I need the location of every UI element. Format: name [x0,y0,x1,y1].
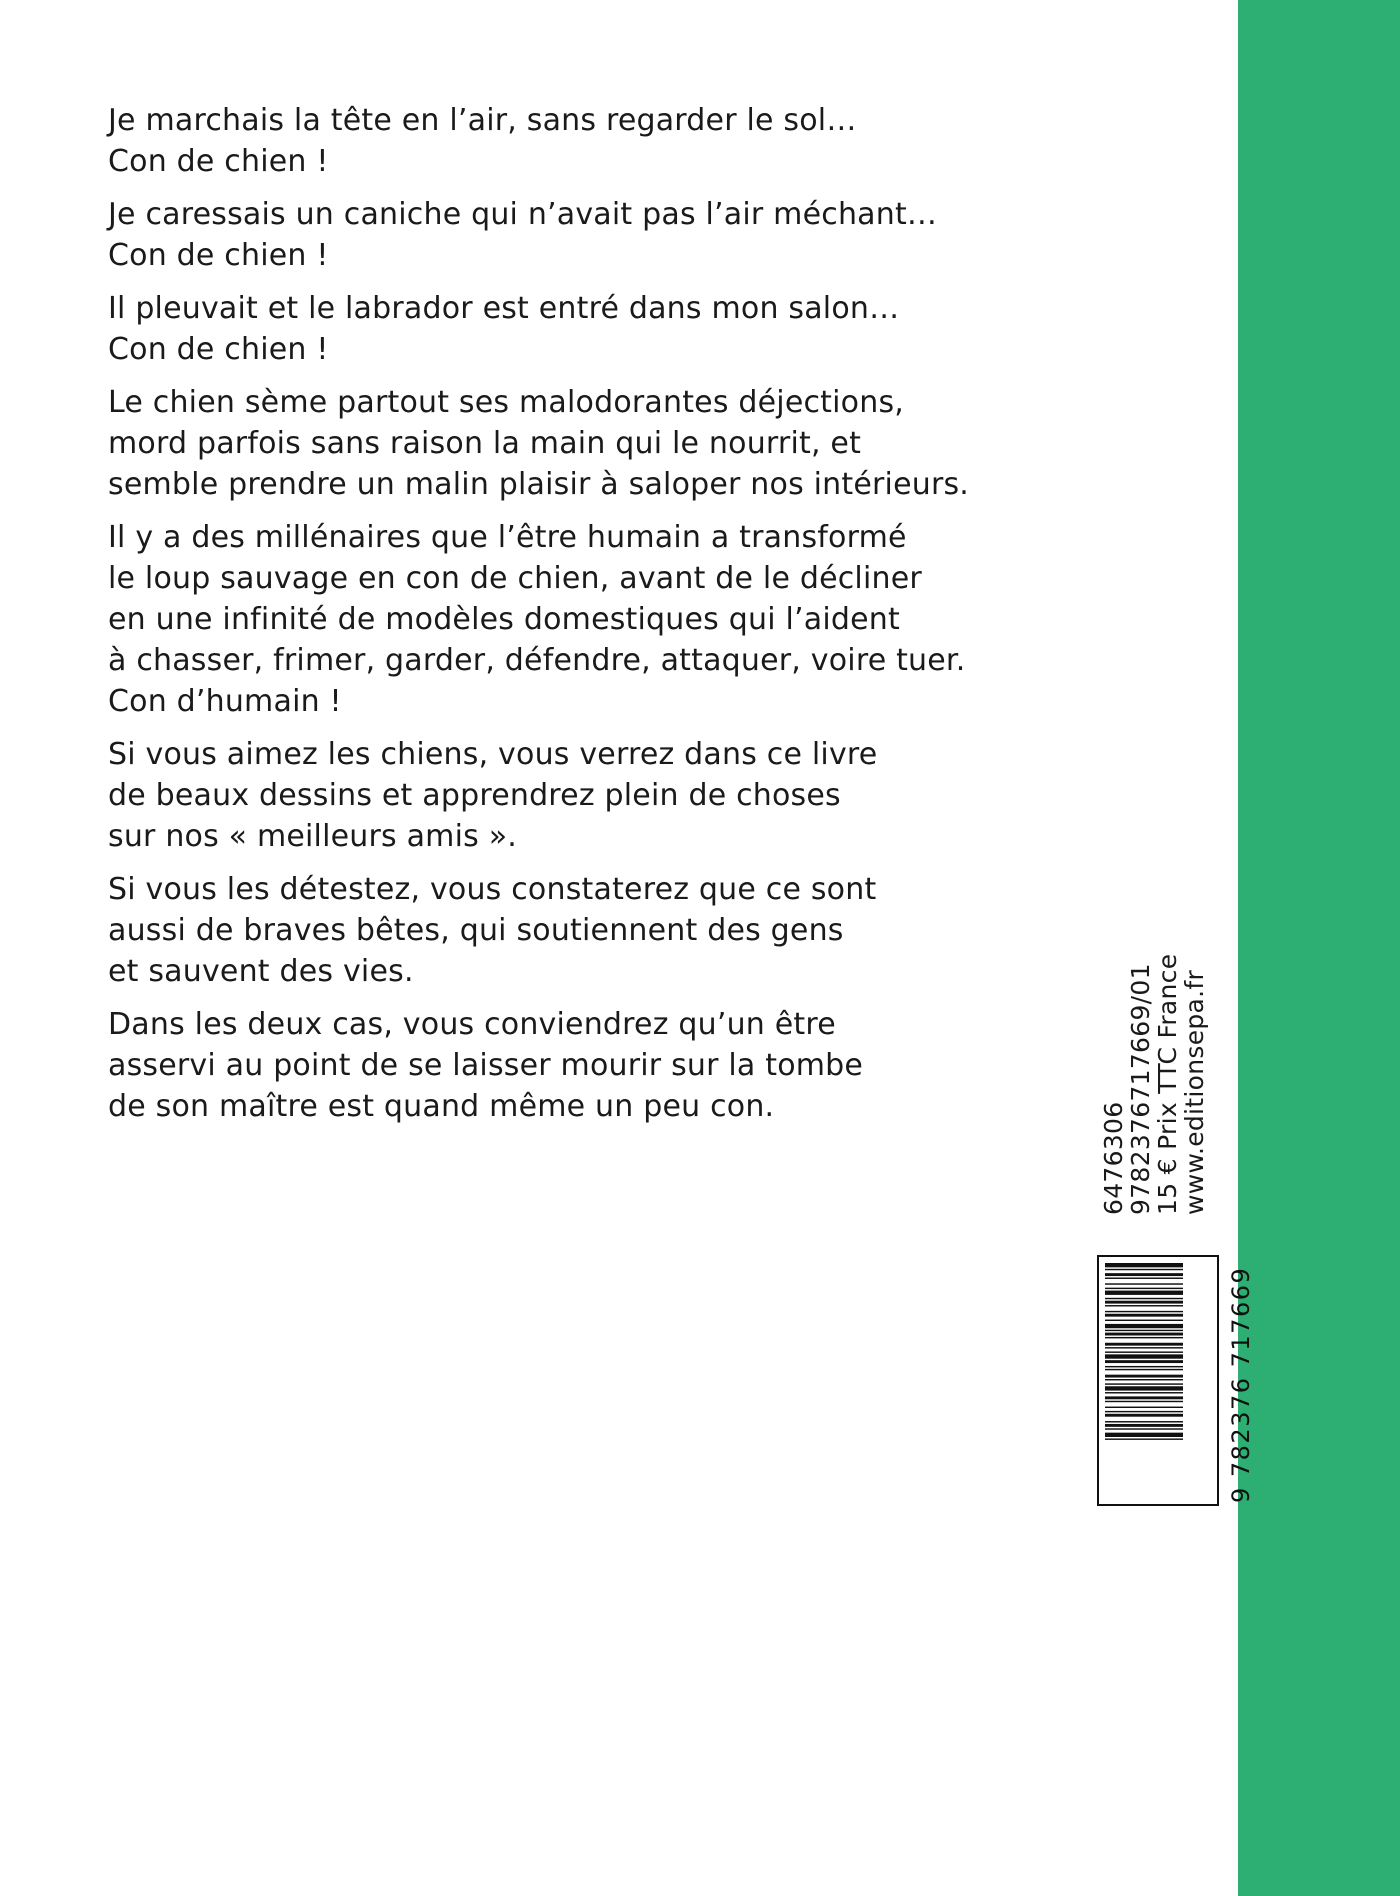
barcode-bar [1105,1333,1183,1336]
barcode-bar [1105,1396,1183,1399]
barcode-bar [1105,1366,1183,1367]
barcode-bar [1105,1278,1183,1279]
barcode-bar [1105,1375,1183,1378]
barcode-bar [1105,1392,1183,1393]
isbn-reference: 9782376717669/01 [1126,963,1155,1215]
barcode-bar [1105,1298,1183,1299]
barcode-bar [1105,1369,1183,1370]
publication-info [1100,945,1208,1215]
barcode-bars [1099,1257,1217,1504]
paragraph-4: Le chien sème partout ses malodorantes déjections, mord parfois sans raison la main qui le nourrit, et semble prendre un malin plaisir à saloper nos intérieurs. [108,385,970,502]
back-cover-text [108,100,1038,1139]
paragraph-5: Il y a des millénaires que l’être humain a transformé le loup sauvage en con de chien, avant de le décliner en une infinité de modèles domestiques qui l’aident à chasser, frimer, garder, défendre, attaquer, voire tuer. Con d’humain ! [108,520,966,719]
barcode-bar [1105,1428,1183,1429]
barcode-bar [1105,1411,1183,1412]
barcode-bar [1105,1305,1183,1306]
barcode-bar [1105,1383,1183,1384]
barcode-bar [1105,1273,1183,1276]
barcode-bar [1105,1386,1183,1390]
barcode-bar [1105,1414,1183,1417]
barcode-bar [1105,1343,1183,1346]
paragraph-1: Je marchais la tête en l’air, sans regarder le sol… Con de chien ! [108,103,857,179]
price-label: 15 € Prix TTC France [1153,953,1182,1215]
paragraph-7: Si vous les détestez, vous constaterez que ce sont aussi de braves bêtes, qui soutiennent des gens et sauvent des vies. [108,872,877,989]
publisher-website: www.editionsepa.fr [1180,969,1209,1215]
paragraph-3: Il pleuvait et le labrador est entré dans mon salon… Con de chien ! [108,291,900,367]
barcode-bar [1105,1283,1183,1284]
barcode-bar [1105,1354,1183,1358]
paragraph-8: Dans les deux cas, vous conviendrez qu’un être asservi au point de se laisser mourir sur la tombe de son maître est quand même un peu con. [108,1007,864,1124]
barcode-bar [1105,1314,1183,1317]
barcode-bar [1105,1424,1183,1427]
barcode-bar [1105,1379,1183,1380]
barcode-bar [1105,1263,1183,1267]
barcode-bar [1105,1301,1183,1304]
barcode [1097,1255,1219,1506]
barcode-bar [1105,1433,1183,1437]
paragraph-2: Je caressais un caniche qui n’avait pas l’air méchant… Con de chien ! [108,197,938,273]
barcode-bar [1105,1320,1183,1321]
barcode-bar [1105,1401,1183,1402]
barcode-digits: 9 782376 717669 [1227,1266,1255,1503]
barcode-bar [1105,1269,1183,1270]
barcode-bar [1105,1360,1183,1363]
green-spine-band [1238,0,1400,1896]
barcode-bar [1105,1337,1183,1338]
barcode-bar [1105,1421,1183,1422]
barcode-bar [1105,1288,1183,1289]
barcode-bar [1105,1324,1183,1328]
barcode-bar [1105,1351,1183,1352]
barcode-bar [1105,1311,1183,1312]
barcode-bar [1105,1291,1183,1295]
barcode-bar [1105,1347,1183,1348]
product-code: 6476306 [1099,1101,1128,1215]
paragraph-6: Si vous aimez les chiens, vous verrez dans ce livre de beaux dessins et apprendrez plein de choses sur nos « meilleurs amis ». [108,737,878,854]
barcode-bar [1105,1330,1183,1331]
barcode-bar [1105,1407,1183,1408]
barcode-bar [1105,1438,1183,1439]
